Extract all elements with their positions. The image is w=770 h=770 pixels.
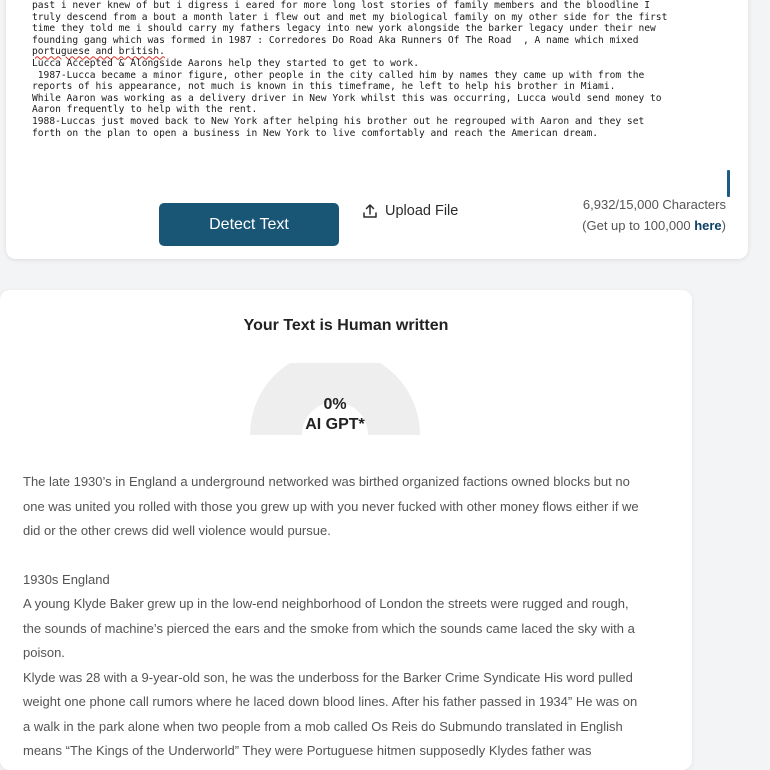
upgrade-prefix: (Get up to 100,000 <box>582 218 695 233</box>
upgrade-link[interactable]: here <box>694 218 722 233</box>
upgrade-note <box>546 215 726 236</box>
result-title: Your Text is Human written <box>243 317 449 334</box>
ai-label: AI GPT* <box>305 416 365 433</box>
input-text <box>32 0 722 139</box>
upload-icon <box>362 203 378 219</box>
input-line: forth on the plan to open a business in New York to live comfortably and reach the American dream. <box>32 127 599 139</box>
analyzed-text <box>23 470 643 764</box>
ai-percent: 0% <box>323 396 347 413</box>
analyzed-paragraph: A young Klyde Baker grew up in the low-end neighborhood of London the streets were rugged and rough, the sounds of machine’s pierced the ears and the smoke from which the sounds came laced the sky with a poison. <box>23 596 635 660</box>
analyzed-heading: 1930s England <box>23 571 110 587</box>
result-card <box>0 290 692 770</box>
input-line: portuguese and british. <box>32 46 165 58</box>
input-line: 1988-Luccas just moved back to New York after helping his brother out he regrouped with Aaron and they set <box>32 115 645 127</box>
upload-file-label: Upload File <box>385 203 459 219</box>
paragraph-gap <box>23 544 643 568</box>
input-line: founding gang which was formed in 1987 : Corredores Do Road Aka Runners Of The Road , A name which mixed <box>32 34 639 46</box>
character-count-text: 6,932/15,000 Characters <box>582 197 726 212</box>
input-line: Lucca Accepted & Alongside Aarons help they started to get to work. <box>32 57 419 69</box>
upgrade-suffix: ) <box>721 218 726 233</box>
character-count <box>546 194 726 236</box>
analyzed-paragraph: The late 1930’s in England a underground networked was birthed organized factions owned blocks but no one was united you rolled with those you grew up with you never fucked with other money flows either if we did or the other crews did well violence would pursue. <box>23 474 639 538</box>
input-line: truly descend from a bout a month later i flew out and met my biological family on my other side for the first <box>32 11 668 23</box>
input-line: reports of his appearance, not much is known in this timeframe, he left to help his brother in Miami. <box>32 81 616 93</box>
input-line: time they told me i should carry my fathers legacy into new york alongside the barker legacy under their new <box>32 23 656 35</box>
input-line: 1987-Lucca became a minor figure, other people in the city called him by names they came up with from the <box>32 69 645 81</box>
input-line: While Aaron was working as a delivery driver in New York whilst this was occurring, Lucca would send money to <box>32 92 662 104</box>
text-input-card <box>6 0 748 259</box>
text-input-area[interactable] <box>32 0 722 190</box>
detect-text-button[interactable]: Detect Text <box>159 203 339 246</box>
input-line: past i never knew of but i digress i eared for more long lost stories of family members and the bloodline I <box>32 0 651 11</box>
analyzed-paragraph: Klyde was 28 with a 9-year-old son, he was the underboss for the Barker Crime Syndicate His word pulled weight one phone call rumors where he laced down blood lines. After his father passed in 1934” He was on a walk in the park alone when two people from a mob called Os Reis do Submundo translated in English means “The Kings of the Underworld” They were Portuguese hitmen supposedly Klydes father was <box>23 669 638 758</box>
upload-file-button[interactable] <box>362 201 458 221</box>
textarea-scrollbar[interactable] <box>727 170 730 197</box>
input-line: Aaron frequently to help with the rent. <box>32 104 258 116</box>
